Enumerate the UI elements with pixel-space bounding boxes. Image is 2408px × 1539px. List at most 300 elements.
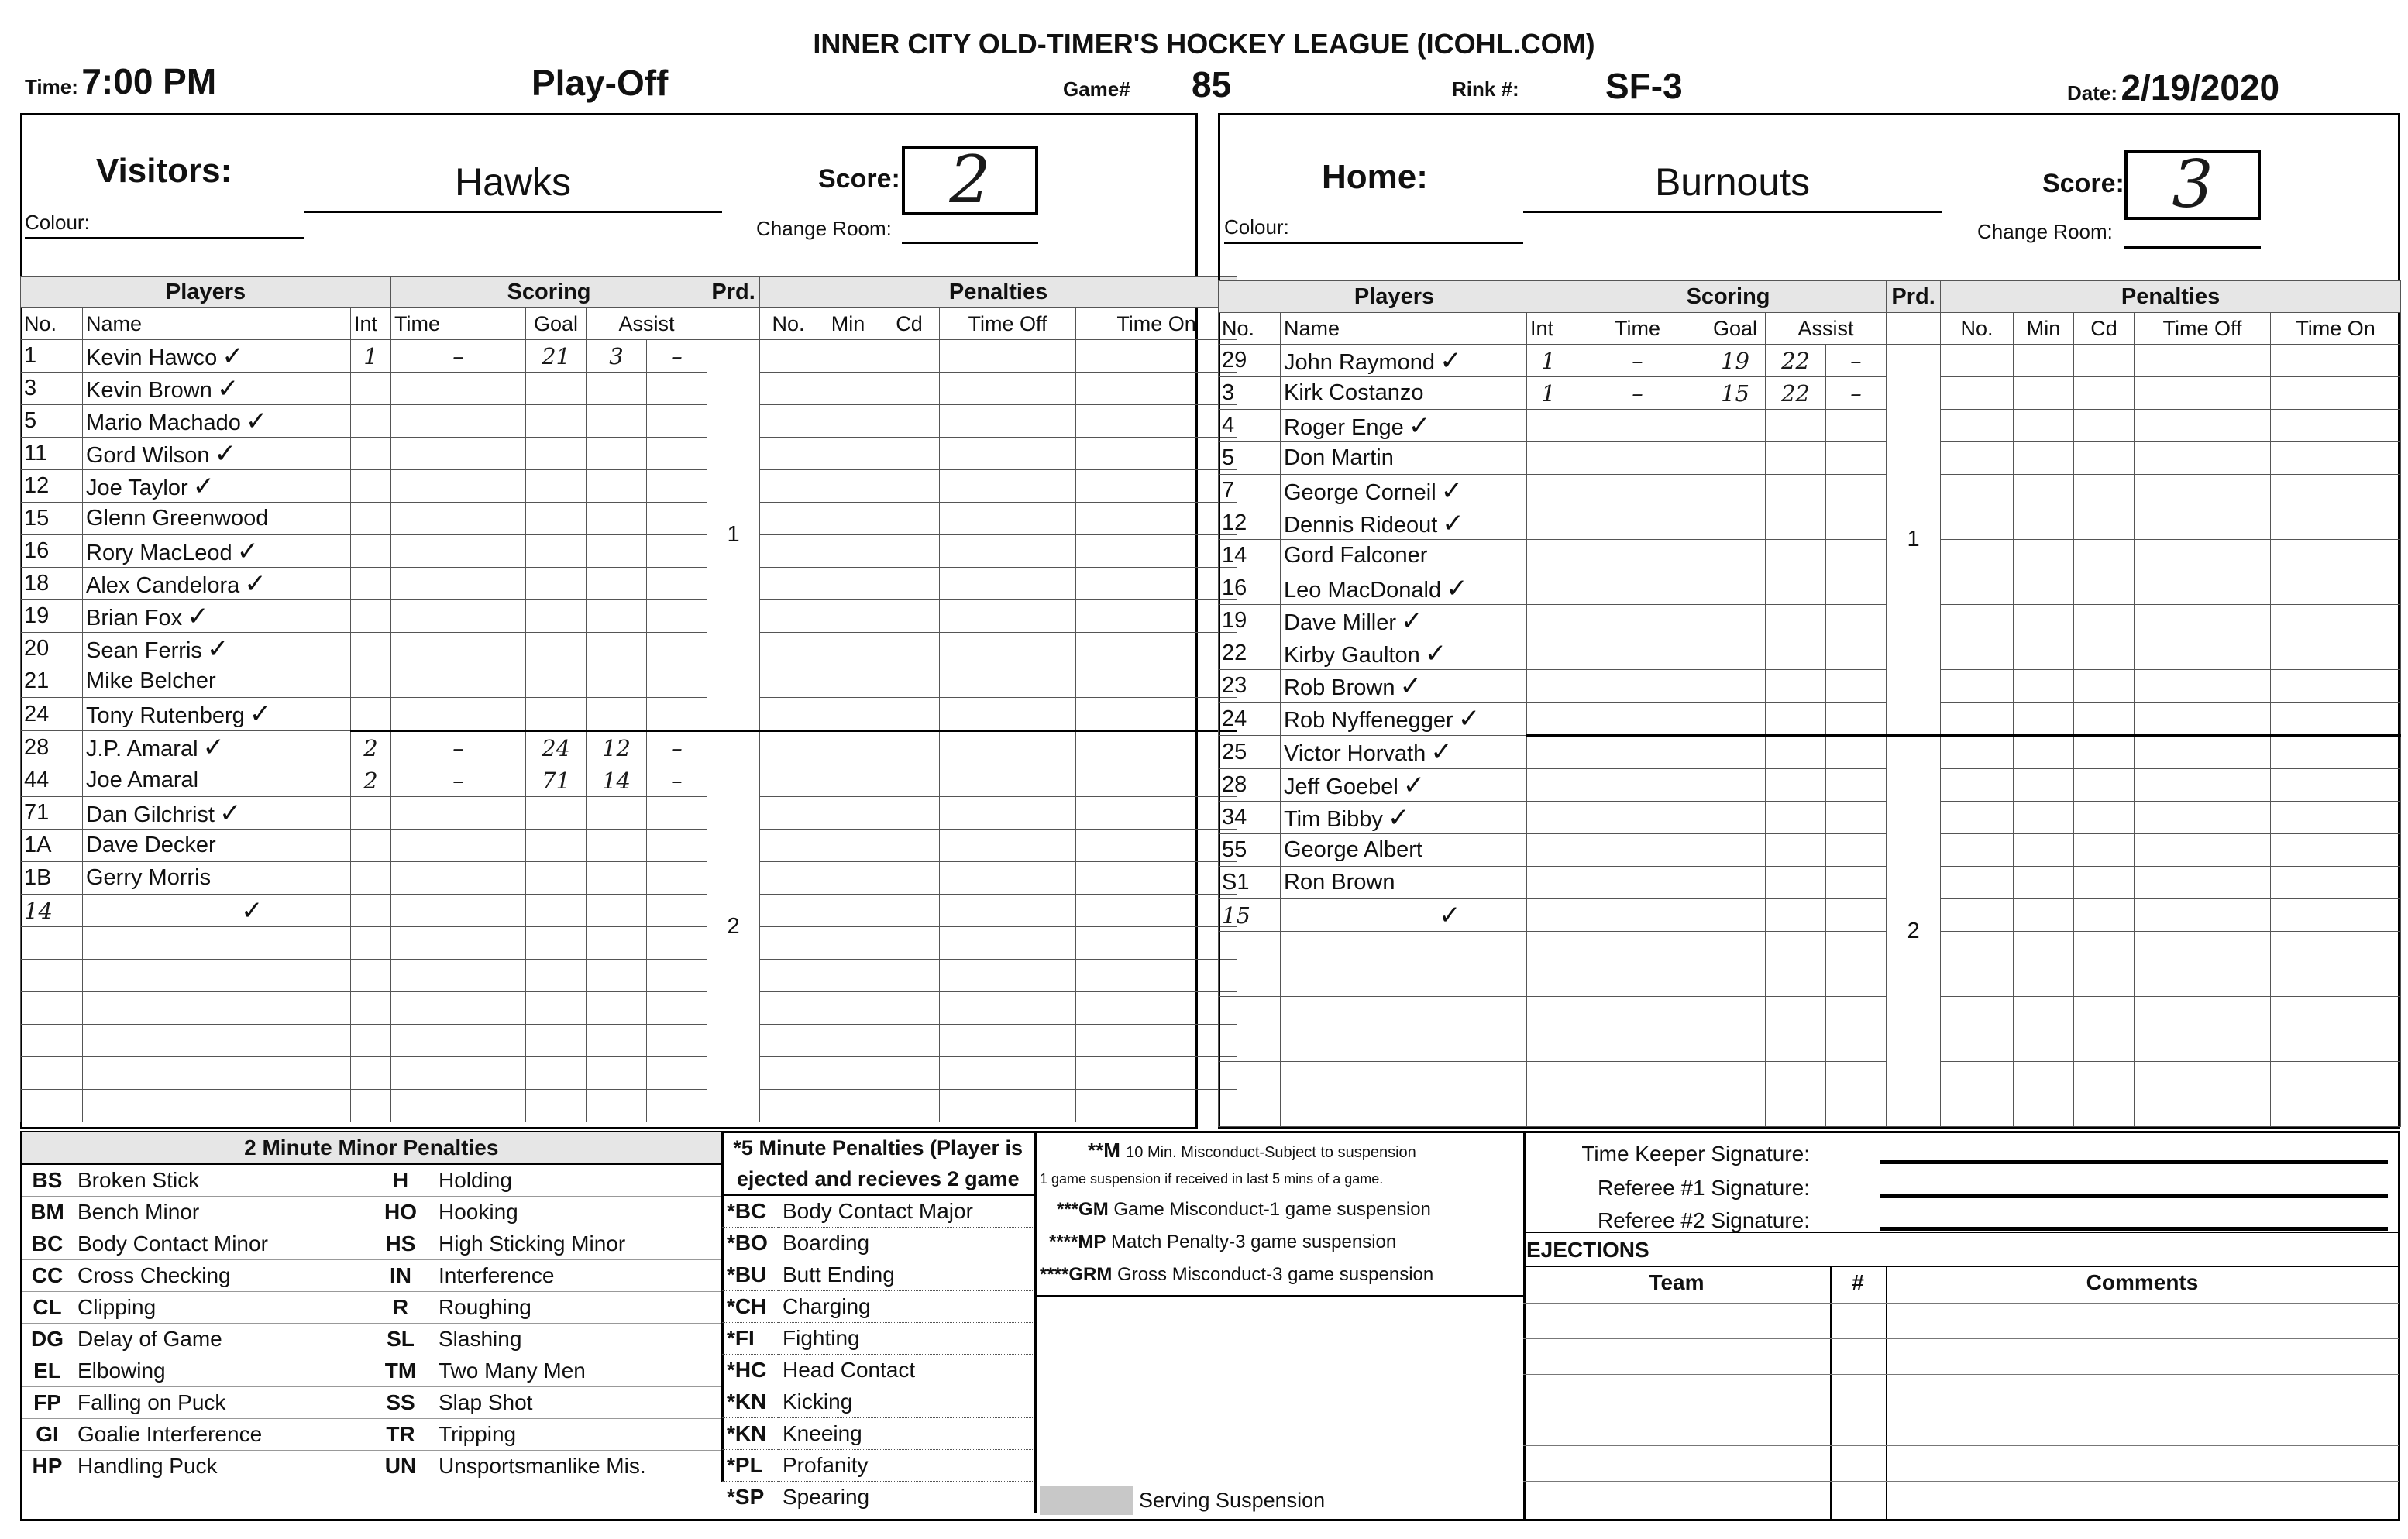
penalty-code[interactable] <box>2074 377 2135 410</box>
penalty-minutes[interactable] <box>2014 345 2074 377</box>
goal-scorer[interactable] <box>526 992 587 1025</box>
penalty-minutes[interactable] <box>2014 605 2074 637</box>
penalty-minutes[interactable] <box>817 535 879 568</box>
penalty-time-on[interactable] <box>1076 405 1237 438</box>
goal-assist-1[interactable] <box>1766 932 1826 964</box>
time-keeper-signature-line[interactable] <box>1880 1160 2388 1164</box>
goal-assist-1[interactable] <box>1766 834 1826 867</box>
goal-assist-1[interactable] <box>587 438 647 470</box>
goal-time[interactable]: – <box>391 340 526 373</box>
penalty-time-off[interactable] <box>2135 997 2271 1029</box>
penalty-time-on[interactable] <box>2271 572 2401 605</box>
penalty-player-no[interactable] <box>760 731 817 764</box>
goal-scorer[interactable] <box>526 698 587 731</box>
penalty-time-on[interactable] <box>2271 899 2401 932</box>
goal-assist-2[interactable] <box>647 438 707 470</box>
player-name[interactable] <box>1281 442 1527 475</box>
goal-assist-2[interactable] <box>647 927 707 960</box>
goal-time[interactable] <box>391 470 526 503</box>
player-number[interactable]: 3 <box>21 373 83 405</box>
penalty-code[interactable] <box>2074 442 2135 475</box>
goal-period[interactable] <box>1527 997 1570 1029</box>
penalty-code[interactable] <box>2074 703 2135 736</box>
goal-time[interactable] <box>1570 834 1705 867</box>
penalty-time-on[interactable] <box>1076 830 1237 862</box>
penalty-time-on[interactable] <box>2271 1029 2401 1062</box>
player-name[interactable] <box>83 731 351 764</box>
penalty-time-on[interactable] <box>1076 764 1237 797</box>
goal-assist-2[interactable] <box>1826 867 1887 899</box>
goal-time[interactable] <box>1570 802 1705 834</box>
penalty-minutes[interactable] <box>817 764 879 797</box>
player-number[interactable] <box>1219 932 1281 964</box>
goal-assist-1[interactable] <box>587 503 647 535</box>
goal-period[interactable] <box>1527 802 1570 834</box>
visitors-score[interactable]: 2 <box>902 146 1038 215</box>
goal-assist-2[interactable] <box>1826 605 1887 637</box>
player-number[interactable] <box>21 992 83 1025</box>
goal-assist-1[interactable] <box>1766 475 1826 507</box>
penalty-time-off[interactable] <box>2135 867 2271 899</box>
player-number[interactable]: 16 <box>21 535 83 568</box>
goal-assist-1[interactable]: 12 <box>587 731 647 764</box>
goal-period[interactable] <box>351 600 391 633</box>
penalty-player-no[interactable] <box>760 470 817 503</box>
goal-scorer[interactable] <box>526 373 587 405</box>
goal-assist-2[interactable] <box>647 665 707 698</box>
goal-period[interactable] <box>1527 1062 1570 1094</box>
goal-scorer[interactable] <box>1705 637 1766 670</box>
goal-time[interactable]: – <box>1570 345 1705 377</box>
goal-assist-2[interactable] <box>647 992 707 1025</box>
goal-assist-2[interactable] <box>1826 410 1887 442</box>
goal-time[interactable] <box>391 797 526 830</box>
penalty-time-on[interactable] <box>1076 568 1237 600</box>
penalty-time-off[interactable] <box>940 830 1076 862</box>
goal-period[interactable] <box>351 665 391 698</box>
goal-assist-2[interactable] <box>1826 899 1887 932</box>
goal-scorer[interactable] <box>526 1025 587 1057</box>
penalty-code[interactable] <box>879 438 940 470</box>
penalty-player-no[interactable] <box>760 797 817 830</box>
goal-assist-2[interactable] <box>1826 442 1887 475</box>
goal-assist-2[interactable] <box>647 895 707 927</box>
penalty-time-on[interactable] <box>2271 769 2401 802</box>
goal-assist-2[interactable] <box>647 1090 707 1122</box>
penalty-minutes[interactable] <box>2014 867 2074 899</box>
penalty-minutes[interactable] <box>817 960 879 992</box>
goal-assist-1[interactable] <box>1766 867 1826 899</box>
penalty-code[interactable] <box>2074 507 2135 540</box>
player-number[interactable] <box>1219 1062 1281 1094</box>
penalty-time-on[interactable] <box>1076 1057 1237 1090</box>
goal-scorer[interactable] <box>1705 507 1766 540</box>
penalty-minutes[interactable] <box>2014 475 2074 507</box>
goal-assist-1[interactable] <box>1766 1062 1826 1094</box>
goal-scorer[interactable] <box>526 862 587 895</box>
penalty-player-no[interactable] <box>1941 997 2014 1029</box>
goal-time[interactable] <box>1570 670 1705 703</box>
goal-period[interactable] <box>351 503 391 535</box>
goal-assist-2[interactable] <box>1826 670 1887 703</box>
goal-assist-1[interactable]: 22 <box>1766 377 1826 410</box>
player-number[interactable]: 23 <box>1219 670 1281 703</box>
penalty-code[interactable] <box>2074 1029 2135 1062</box>
penalty-code[interactable] <box>879 731 940 764</box>
penalty-minutes[interactable] <box>817 992 879 1025</box>
penalty-player-no[interactable] <box>1941 1062 2014 1094</box>
player-number[interactable]: 24 <box>21 698 83 731</box>
home-team-name[interactable]: Burnouts <box>1523 160 1942 213</box>
penalty-time-off[interactable] <box>940 600 1076 633</box>
penalty-minutes[interactable] <box>817 927 879 960</box>
penalty-minutes[interactable] <box>2014 834 2074 867</box>
goal-period[interactable] <box>351 633 391 665</box>
goal-scorer[interactable] <box>526 503 587 535</box>
goal-time[interactable] <box>1570 540 1705 572</box>
goal-period[interactable] <box>1527 605 1570 637</box>
goal-assist-2[interactable] <box>647 1025 707 1057</box>
penalty-player-no[interactable] <box>1941 834 2014 867</box>
goal-scorer[interactable] <box>1705 1094 1766 1127</box>
goal-assist-1[interactable] <box>587 568 647 600</box>
penalty-code[interactable] <box>2074 637 2135 670</box>
player-name[interactable] <box>1281 1029 1527 1062</box>
goal-period[interactable] <box>1527 475 1570 507</box>
penalty-player-no[interactable] <box>760 1025 817 1057</box>
penalty-minutes[interactable] <box>2014 377 2074 410</box>
penalty-code[interactable] <box>2074 540 2135 572</box>
goal-time[interactable] <box>1570 867 1705 899</box>
penalty-code[interactable] <box>879 600 940 633</box>
penalty-code[interactable] <box>2074 410 2135 442</box>
penalty-time-on[interactable] <box>2271 507 2401 540</box>
goal-assist-2[interactable] <box>1826 1062 1887 1094</box>
goal-time[interactable] <box>391 927 526 960</box>
goal-period[interactable] <box>351 797 391 830</box>
goal-assist-2[interactable] <box>647 600 707 633</box>
penalty-time-off[interactable] <box>2135 899 2271 932</box>
home-colour-field[interactable] <box>1224 242 1523 244</box>
penalty-time-off[interactable] <box>940 862 1076 895</box>
player-name[interactable] <box>1281 605 1527 637</box>
goal-assist-1[interactable] <box>587 992 647 1025</box>
penalty-minutes[interactable] <box>2014 637 2074 670</box>
player-name[interactable] <box>83 960 351 992</box>
goal-assist-1[interactable] <box>1766 964 1826 997</box>
goal-scorer[interactable]: 71 <box>526 764 587 797</box>
goal-scorer[interactable] <box>526 1057 587 1090</box>
penalty-minutes[interactable] <box>2014 1029 2074 1062</box>
player-name[interactable] <box>83 503 351 535</box>
penalty-minutes[interactable] <box>2014 997 2074 1029</box>
goal-period[interactable] <box>351 1090 391 1122</box>
goal-assist-2[interactable] <box>647 698 707 731</box>
goal-scorer[interactable] <box>526 665 587 698</box>
penalty-minutes[interactable] <box>817 1057 879 1090</box>
player-number[interactable]: 14 <box>1219 540 1281 572</box>
goal-assist-1[interactable] <box>587 535 647 568</box>
goal-period[interactable] <box>351 830 391 862</box>
goal-assist-1[interactable] <box>1766 997 1826 1029</box>
penalty-time-off[interactable] <box>2135 605 2271 637</box>
goal-assist-1[interactable] <box>1766 802 1826 834</box>
goal-assist-2[interactable]: – <box>647 764 707 797</box>
penalty-minutes[interactable] <box>817 797 879 830</box>
goal-scorer[interactable] <box>1705 1062 1766 1094</box>
penalty-code[interactable] <box>879 405 940 438</box>
goal-time[interactable] <box>391 862 526 895</box>
penalty-time-on[interactable] <box>2271 442 2401 475</box>
penalty-minutes[interactable] <box>2014 736 2074 769</box>
goal-assist-1[interactable] <box>587 665 647 698</box>
penalty-code[interactable] <box>2074 605 2135 637</box>
player-number[interactable] <box>21 1057 83 1090</box>
player-name[interactable] <box>83 340 351 373</box>
goal-assist-1[interactable] <box>587 600 647 633</box>
penalty-time-off[interactable] <box>2135 377 2271 410</box>
goal-period[interactable] <box>1527 507 1570 540</box>
penalty-time-off[interactable] <box>2135 442 2271 475</box>
player-name[interactable] <box>1281 964 1527 997</box>
goal-period[interactable] <box>1527 670 1570 703</box>
goal-assist-1[interactable] <box>587 960 647 992</box>
penalty-time-on[interactable] <box>1076 438 1237 470</box>
goal-assist-1[interactable] <box>1766 605 1826 637</box>
player-name[interactable] <box>1281 997 1527 1029</box>
penalty-player-no[interactable] <box>1941 637 2014 670</box>
penalty-time-on[interactable] <box>1076 960 1237 992</box>
goal-time[interactable] <box>391 698 526 731</box>
goal-assist-1[interactable] <box>587 1025 647 1057</box>
goal-assist-1[interactable] <box>1766 507 1826 540</box>
penalty-time-off[interactable] <box>2135 703 2271 736</box>
goal-assist-2[interactable] <box>647 470 707 503</box>
penalty-minutes[interactable] <box>817 633 879 665</box>
penalty-time-off[interactable] <box>940 992 1076 1025</box>
goal-assist-2[interactable] <box>1826 475 1887 507</box>
penalty-player-no[interactable] <box>1941 572 2014 605</box>
goal-scorer[interactable]: 24 <box>526 731 587 764</box>
penalty-minutes[interactable] <box>817 568 879 600</box>
goal-assist-2[interactable] <box>647 503 707 535</box>
penalty-time-on[interactable] <box>1076 895 1237 927</box>
player-name[interactable] <box>1281 769 1527 802</box>
penalty-minutes[interactable] <box>2014 442 2074 475</box>
penalty-time-off[interactable] <box>940 1057 1076 1090</box>
goal-period[interactable] <box>351 960 391 992</box>
goal-scorer[interactable] <box>1705 802 1766 834</box>
goal-time[interactable] <box>391 960 526 992</box>
goal-scorer[interactable] <box>526 633 587 665</box>
penalty-player-no[interactable] <box>760 568 817 600</box>
penalty-player-no[interactable] <box>760 1090 817 1122</box>
penalty-time-on[interactable] <box>1076 1090 1237 1122</box>
penalty-code[interactable] <box>2074 769 2135 802</box>
player-number[interactable]: 15 <box>1219 899 1281 932</box>
penalty-player-no[interactable] <box>760 633 817 665</box>
penalty-player-no[interactable] <box>760 830 817 862</box>
penalty-time-on[interactable] <box>2271 670 2401 703</box>
player-name[interactable] <box>83 373 351 405</box>
penalty-time-on[interactable] <box>2271 703 2401 736</box>
penalty-time-on[interactable] <box>2271 964 2401 997</box>
goal-assist-2[interactable] <box>647 633 707 665</box>
player-name[interactable] <box>83 438 351 470</box>
penalty-time-on[interactable] <box>2271 410 2401 442</box>
penalty-time-on[interactable] <box>2271 1094 2401 1127</box>
penalty-code[interactable] <box>879 1025 940 1057</box>
player-number[interactable]: 24 <box>1219 703 1281 736</box>
home-change-room-field[interactable] <box>2124 246 2261 249</box>
player-name[interactable] <box>1281 932 1527 964</box>
penalty-player-no[interactable] <box>1941 703 2014 736</box>
goal-time[interactable] <box>1570 899 1705 932</box>
goal-assist-1[interactable] <box>1766 637 1826 670</box>
goal-period[interactable] <box>351 438 391 470</box>
player-name[interactable] <box>1281 802 1527 834</box>
goal-assist-1[interactable] <box>587 1090 647 1122</box>
penalty-time-off[interactable] <box>940 1090 1076 1122</box>
goal-assist-1[interactable] <box>587 470 647 503</box>
penalty-player-no[interactable] <box>760 992 817 1025</box>
penalty-time-off[interactable] <box>940 438 1076 470</box>
penalty-time-off[interactable] <box>940 373 1076 405</box>
player-number[interactable]: 11 <box>21 438 83 470</box>
player-number[interactable]: 12 <box>21 470 83 503</box>
penalty-time-on[interactable] <box>2271 377 2401 410</box>
penalty-time-off[interactable] <box>940 960 1076 992</box>
penalty-time-off[interactable] <box>940 405 1076 438</box>
penalty-minutes[interactable] <box>817 373 879 405</box>
goal-time[interactable]: – <box>391 764 526 797</box>
penalty-time-on[interactable] <box>2271 637 2401 670</box>
goal-assist-1[interactable] <box>587 895 647 927</box>
goal-assist-2[interactable] <box>1826 507 1887 540</box>
player-number[interactable]: 28 <box>1219 769 1281 802</box>
player-number[interactable]: 7 <box>1219 475 1281 507</box>
penalty-player-no[interactable] <box>1941 932 2014 964</box>
goal-scorer[interactable] <box>526 830 587 862</box>
penalty-player-no[interactable] <box>760 927 817 960</box>
penalty-time-off[interactable] <box>940 764 1076 797</box>
goal-period[interactable] <box>1527 932 1570 964</box>
goal-assist-2[interactable] <box>1826 703 1887 736</box>
penalty-time-off[interactable] <box>940 895 1076 927</box>
penalty-code[interactable] <box>879 830 940 862</box>
player-number[interactable]: 12 <box>1219 507 1281 540</box>
penalty-time-off[interactable] <box>940 535 1076 568</box>
player-name[interactable] <box>83 600 351 633</box>
referee1-signature-line[interactable] <box>1880 1194 2388 1198</box>
goal-scorer[interactable] <box>526 895 587 927</box>
penalty-player-no[interactable] <box>1941 1029 2014 1062</box>
goal-scorer[interactable] <box>1705 867 1766 899</box>
player-name[interactable] <box>1281 377 1527 410</box>
penalty-time-off[interactable] <box>2135 1062 2271 1094</box>
penalty-time-off[interactable] <box>940 665 1076 698</box>
goal-time[interactable] <box>391 405 526 438</box>
penalty-time-on[interactable] <box>1076 797 1237 830</box>
goal-time[interactable] <box>1570 475 1705 507</box>
player-name[interactable] <box>1281 899 1527 932</box>
goal-period[interactable]: 2 <box>351 764 391 797</box>
goal-scorer[interactable] <box>526 600 587 633</box>
player-name[interactable] <box>1281 507 1527 540</box>
goal-scorer[interactable] <box>1705 736 1766 769</box>
goal-scorer[interactable] <box>1705 410 1766 442</box>
player-name[interactable] <box>83 405 351 438</box>
player-number[interactable] <box>21 927 83 960</box>
penalty-minutes[interactable] <box>817 600 879 633</box>
penalty-time-on[interactable] <box>2271 867 2401 899</box>
penalty-player-no[interactable] <box>1941 442 2014 475</box>
goal-period[interactable] <box>1527 769 1570 802</box>
penalty-time-on[interactable] <box>1076 731 1237 764</box>
goal-assist-2[interactable] <box>1826 769 1887 802</box>
player-name[interactable] <box>1281 410 1527 442</box>
goal-time[interactable] <box>391 1090 526 1122</box>
player-number[interactable]: 1 <box>21 340 83 373</box>
penalty-time-on[interactable] <box>2271 475 2401 507</box>
player-number[interactable]: 22 <box>1219 637 1281 670</box>
player-number[interactable]: 55 <box>1219 834 1281 867</box>
penalty-time-on[interactable] <box>1076 698 1237 731</box>
visitors-change-room-field[interactable] <box>902 242 1038 244</box>
penalty-time-on[interactable] <box>2271 802 2401 834</box>
goal-time[interactable]: – <box>1570 377 1705 410</box>
penalty-code[interactable] <box>879 960 940 992</box>
goal-period[interactable] <box>1527 572 1570 605</box>
goal-scorer[interactable] <box>526 797 587 830</box>
goal-period[interactable] <box>351 535 391 568</box>
goal-period[interactable] <box>351 1025 391 1057</box>
player-number[interactable]: 44 <box>21 764 83 797</box>
penalty-minutes[interactable] <box>2014 572 2074 605</box>
penalty-time-on[interactable] <box>1076 927 1237 960</box>
penalty-player-no[interactable] <box>760 535 817 568</box>
goal-time[interactable] <box>391 535 526 568</box>
penalty-player-no[interactable] <box>760 698 817 731</box>
goal-assist-1[interactable] <box>587 830 647 862</box>
penalty-code[interactable] <box>879 862 940 895</box>
penalty-time-off[interactable] <box>940 927 1076 960</box>
goal-assist-2[interactable] <box>1826 932 1887 964</box>
penalty-code[interactable] <box>879 895 940 927</box>
penalty-code[interactable] <box>2074 670 2135 703</box>
penalty-player-no[interactable] <box>1941 540 2014 572</box>
goal-scorer[interactable]: 19 <box>1705 345 1766 377</box>
penalty-player-no[interactable] <box>1941 867 2014 899</box>
goal-time[interactable] <box>1570 442 1705 475</box>
goal-assist-2[interactable] <box>647 568 707 600</box>
penalty-time-on[interactable] <box>2271 540 2401 572</box>
player-number[interactable]: 21 <box>21 665 83 698</box>
player-number[interactable] <box>21 1090 83 1122</box>
goal-assist-2[interactable] <box>647 405 707 438</box>
goal-period[interactable] <box>351 895 391 927</box>
penalty-minutes[interactable] <box>2014 670 2074 703</box>
player-number[interactable] <box>1219 1094 1281 1127</box>
goal-assist-1[interactable] <box>1766 572 1826 605</box>
goal-scorer[interactable] <box>1705 475 1766 507</box>
player-number[interactable]: 20 <box>21 633 83 665</box>
goal-time[interactable] <box>391 992 526 1025</box>
goal-period[interactable] <box>351 405 391 438</box>
goal-assist-1[interactable] <box>1766 1094 1826 1127</box>
goal-assist-2[interactable] <box>1826 834 1887 867</box>
goal-time[interactable] <box>1570 1062 1705 1094</box>
